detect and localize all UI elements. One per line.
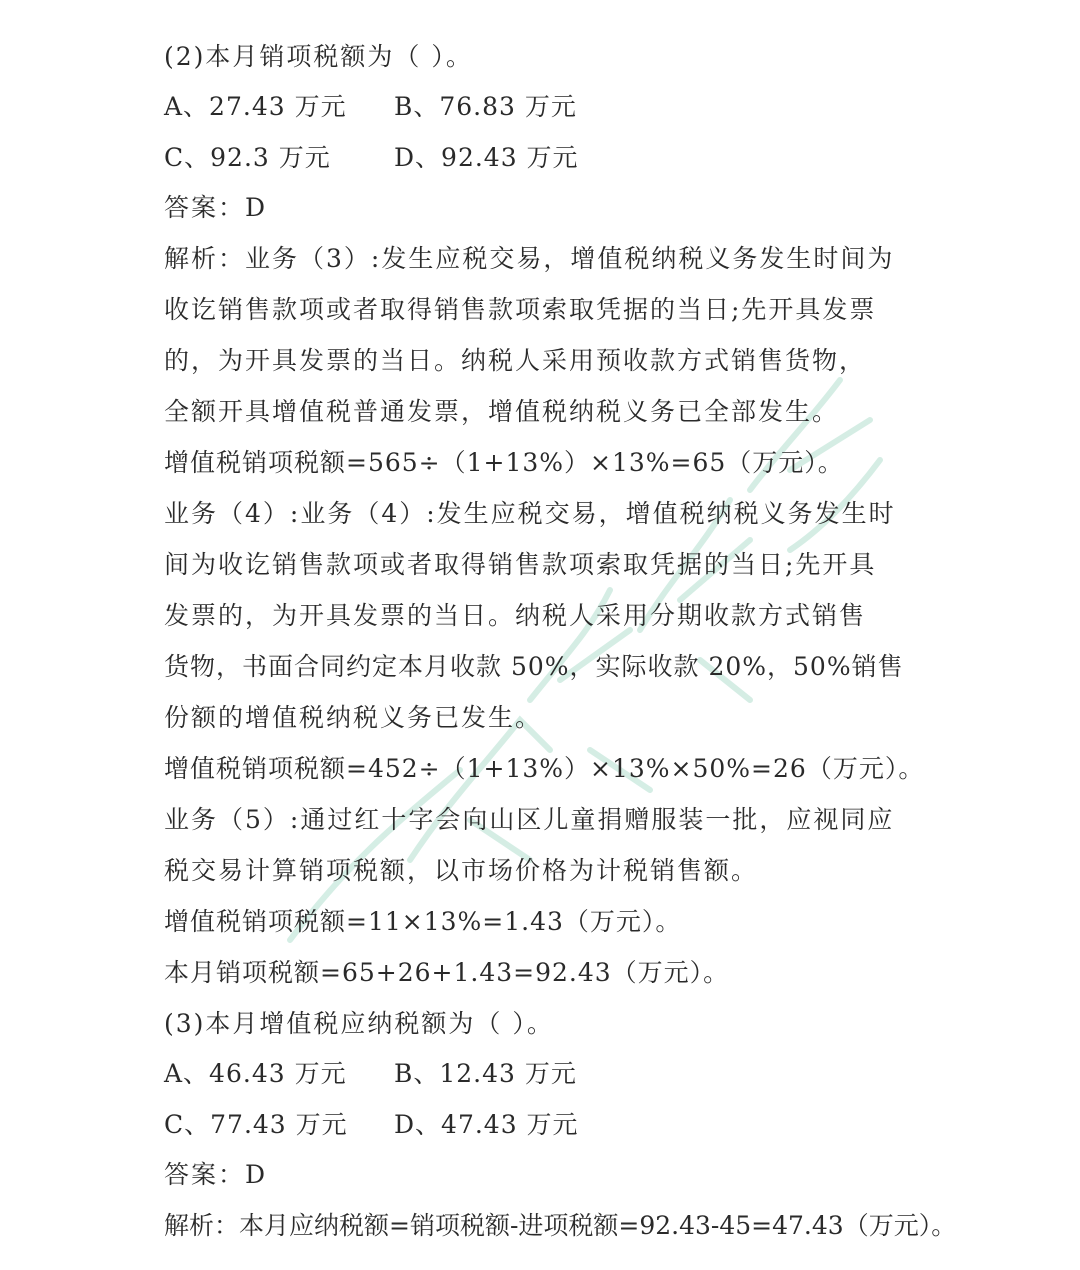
- q2-option-b: B、76.83 万元: [394, 92, 577, 121]
- q2-formula-line: 增值税销项税额=565÷（1+13%）×13%=65（万元）。: [164, 448, 844, 477]
- q2-analysis-line: 货物，书面合同约定本月收款 50%，实际收款 20%，50%销售: [164, 652, 904, 681]
- q3-analysis: 解析：本月应纳税额=销项税额-进项税额=92.43-45=47.43（万元）。: [164, 1211, 957, 1240]
- q3-option-b: B、12.43 万元: [394, 1059, 577, 1088]
- q2-option-c: C、92.3 万元: [164, 143, 331, 172]
- q2-analysis-line: 收讫销售款项或者取得销售款项索取凭据的当日;先开具发票: [164, 295, 877, 324]
- q3-option-a: A、46.43 万元: [164, 1059, 347, 1088]
- q2-analysis-line: 间为收讫销售款项或者取得销售款项索取凭据的当日;先开具: [164, 550, 877, 579]
- q3-answer: 答案：D: [164, 1160, 268, 1189]
- q2-analysis-line: 解析：业务（3）:发生应税交易，增值税纳税义务发生时间为: [164, 244, 895, 273]
- q2-analysis-line: 业务（5）:通过红十字会向山区儿童捐赠服装一批，应视同应: [164, 805, 895, 834]
- q2-analysis-line: 税交易计算销项税额，以市场价格为计税销售额。: [164, 856, 759, 885]
- q2-analysis-line: 份额的增值税纳税义务已发生。: [164, 703, 543, 732]
- q3-option-d: D、47.43 万元: [394, 1110, 579, 1139]
- q2-answer: 答案：D: [164, 193, 268, 222]
- q2-analysis-line: 的，为开具发票的当日。纳税人采用预收款方式销售货物，: [164, 346, 867, 375]
- q2-analysis-line: 全额开具增值税普通发票，增值税纳税义务已全部发生。: [164, 397, 840, 426]
- question-2-text: (2)本月销项税额为（ ）。: [164, 42, 473, 71]
- q3-option-c: C、77.43 万元: [164, 1110, 348, 1139]
- q2-option-d: D、92.43 万元: [394, 143, 579, 172]
- q2-analysis-line: 发票的，为开具发票的当日。纳税人采用分期收款方式销售: [164, 601, 867, 630]
- q2-analysis-line: 业务（4）:业务（4）:发生应税交易，增值税纳税义务发生时: [164, 499, 896, 528]
- q2-formula-line: 本月销项税额=65+26+1.43=92.43（万元）。: [164, 958, 730, 987]
- q2-formula-line: 增值税销项税额=11×13%=1.43（万元）。: [164, 907, 682, 936]
- question-3-text: (3)本月增值税应纳税额为（ ）。: [164, 1009, 554, 1038]
- q2-option-a: A、27.43 万元: [164, 92, 347, 121]
- q2-formula-line: 增值税销项税额=452÷（1+13%）×13%×50%=26（万元）。: [164, 754, 925, 783]
